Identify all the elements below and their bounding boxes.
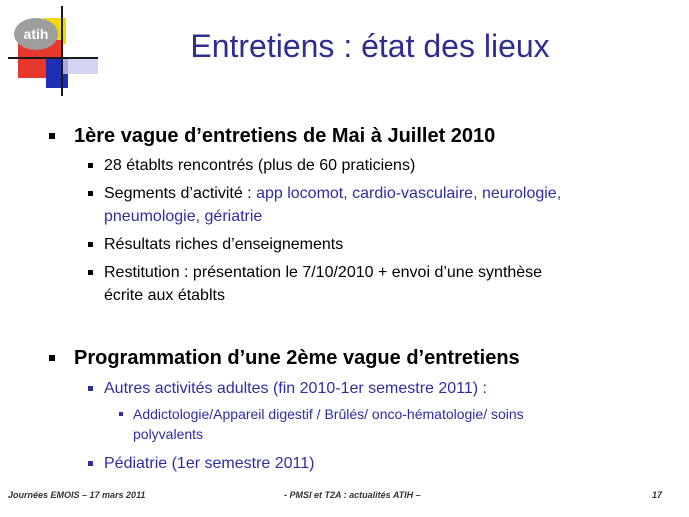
square-bullet-icon [49,133,55,139]
section-heading-text: 1ère vague d’entretiens de Mai à Juillet 2010 [74,125,496,147]
logo-text: atih [23,26,49,42]
sub-list-item-line: Addictologie/Appareil digestif / Brûlés/ onco-hématologie/ soins [133,406,524,422]
square-bullet-icon [88,270,93,275]
sub-list-item-line: polyvalents [133,426,204,442]
list-item-line: Restitution : présentation le 7/10/2010 + envoi d’une synthèse [104,264,543,281]
list-item-value: app locomot, cardio-vasculaire, neurologie, [256,185,562,202]
square-bullet-icon [88,386,93,391]
list-item-text: Résultats riches d’enseignements [104,236,344,253]
list-item-text [104,182,664,228]
square-bullet-icon [88,163,93,168]
square-bullet-icon [88,242,93,247]
page-number: 17 [652,490,663,500]
square-bullet-icon [88,191,93,196]
list-item-text: Autres activités adultes (fin 2010-1er semestre 2011) : [104,380,487,397]
list-item-text [104,261,664,307]
list-item-text: 28 établts rencontrés (plus de 60 praticiens) [104,157,416,174]
sub-list-item-text [133,404,653,444]
square-bullet-icon [49,355,55,361]
list-item-text: Pédiatrie (1er semestre 2011) [104,455,315,472]
footer-center: - PMSI et T2A : actualités ATIH – [284,490,421,500]
list-item-line: écrite aux établts [104,287,225,304]
section-heading-text: Programmation d’une 2ème vague d’entretiens [74,347,520,369]
list-item-value-cont: pneumologie, gériatrie [104,208,263,225]
list-item-label: Segments d’activité : [104,185,257,202]
footer-left: Journées EMOIS – 17 mars 2011 [8,490,146,500]
square-bullet-icon [88,461,93,466]
square-bullet-icon [119,412,123,416]
slide-title: Entretiens : état des lieux [190,28,550,64]
